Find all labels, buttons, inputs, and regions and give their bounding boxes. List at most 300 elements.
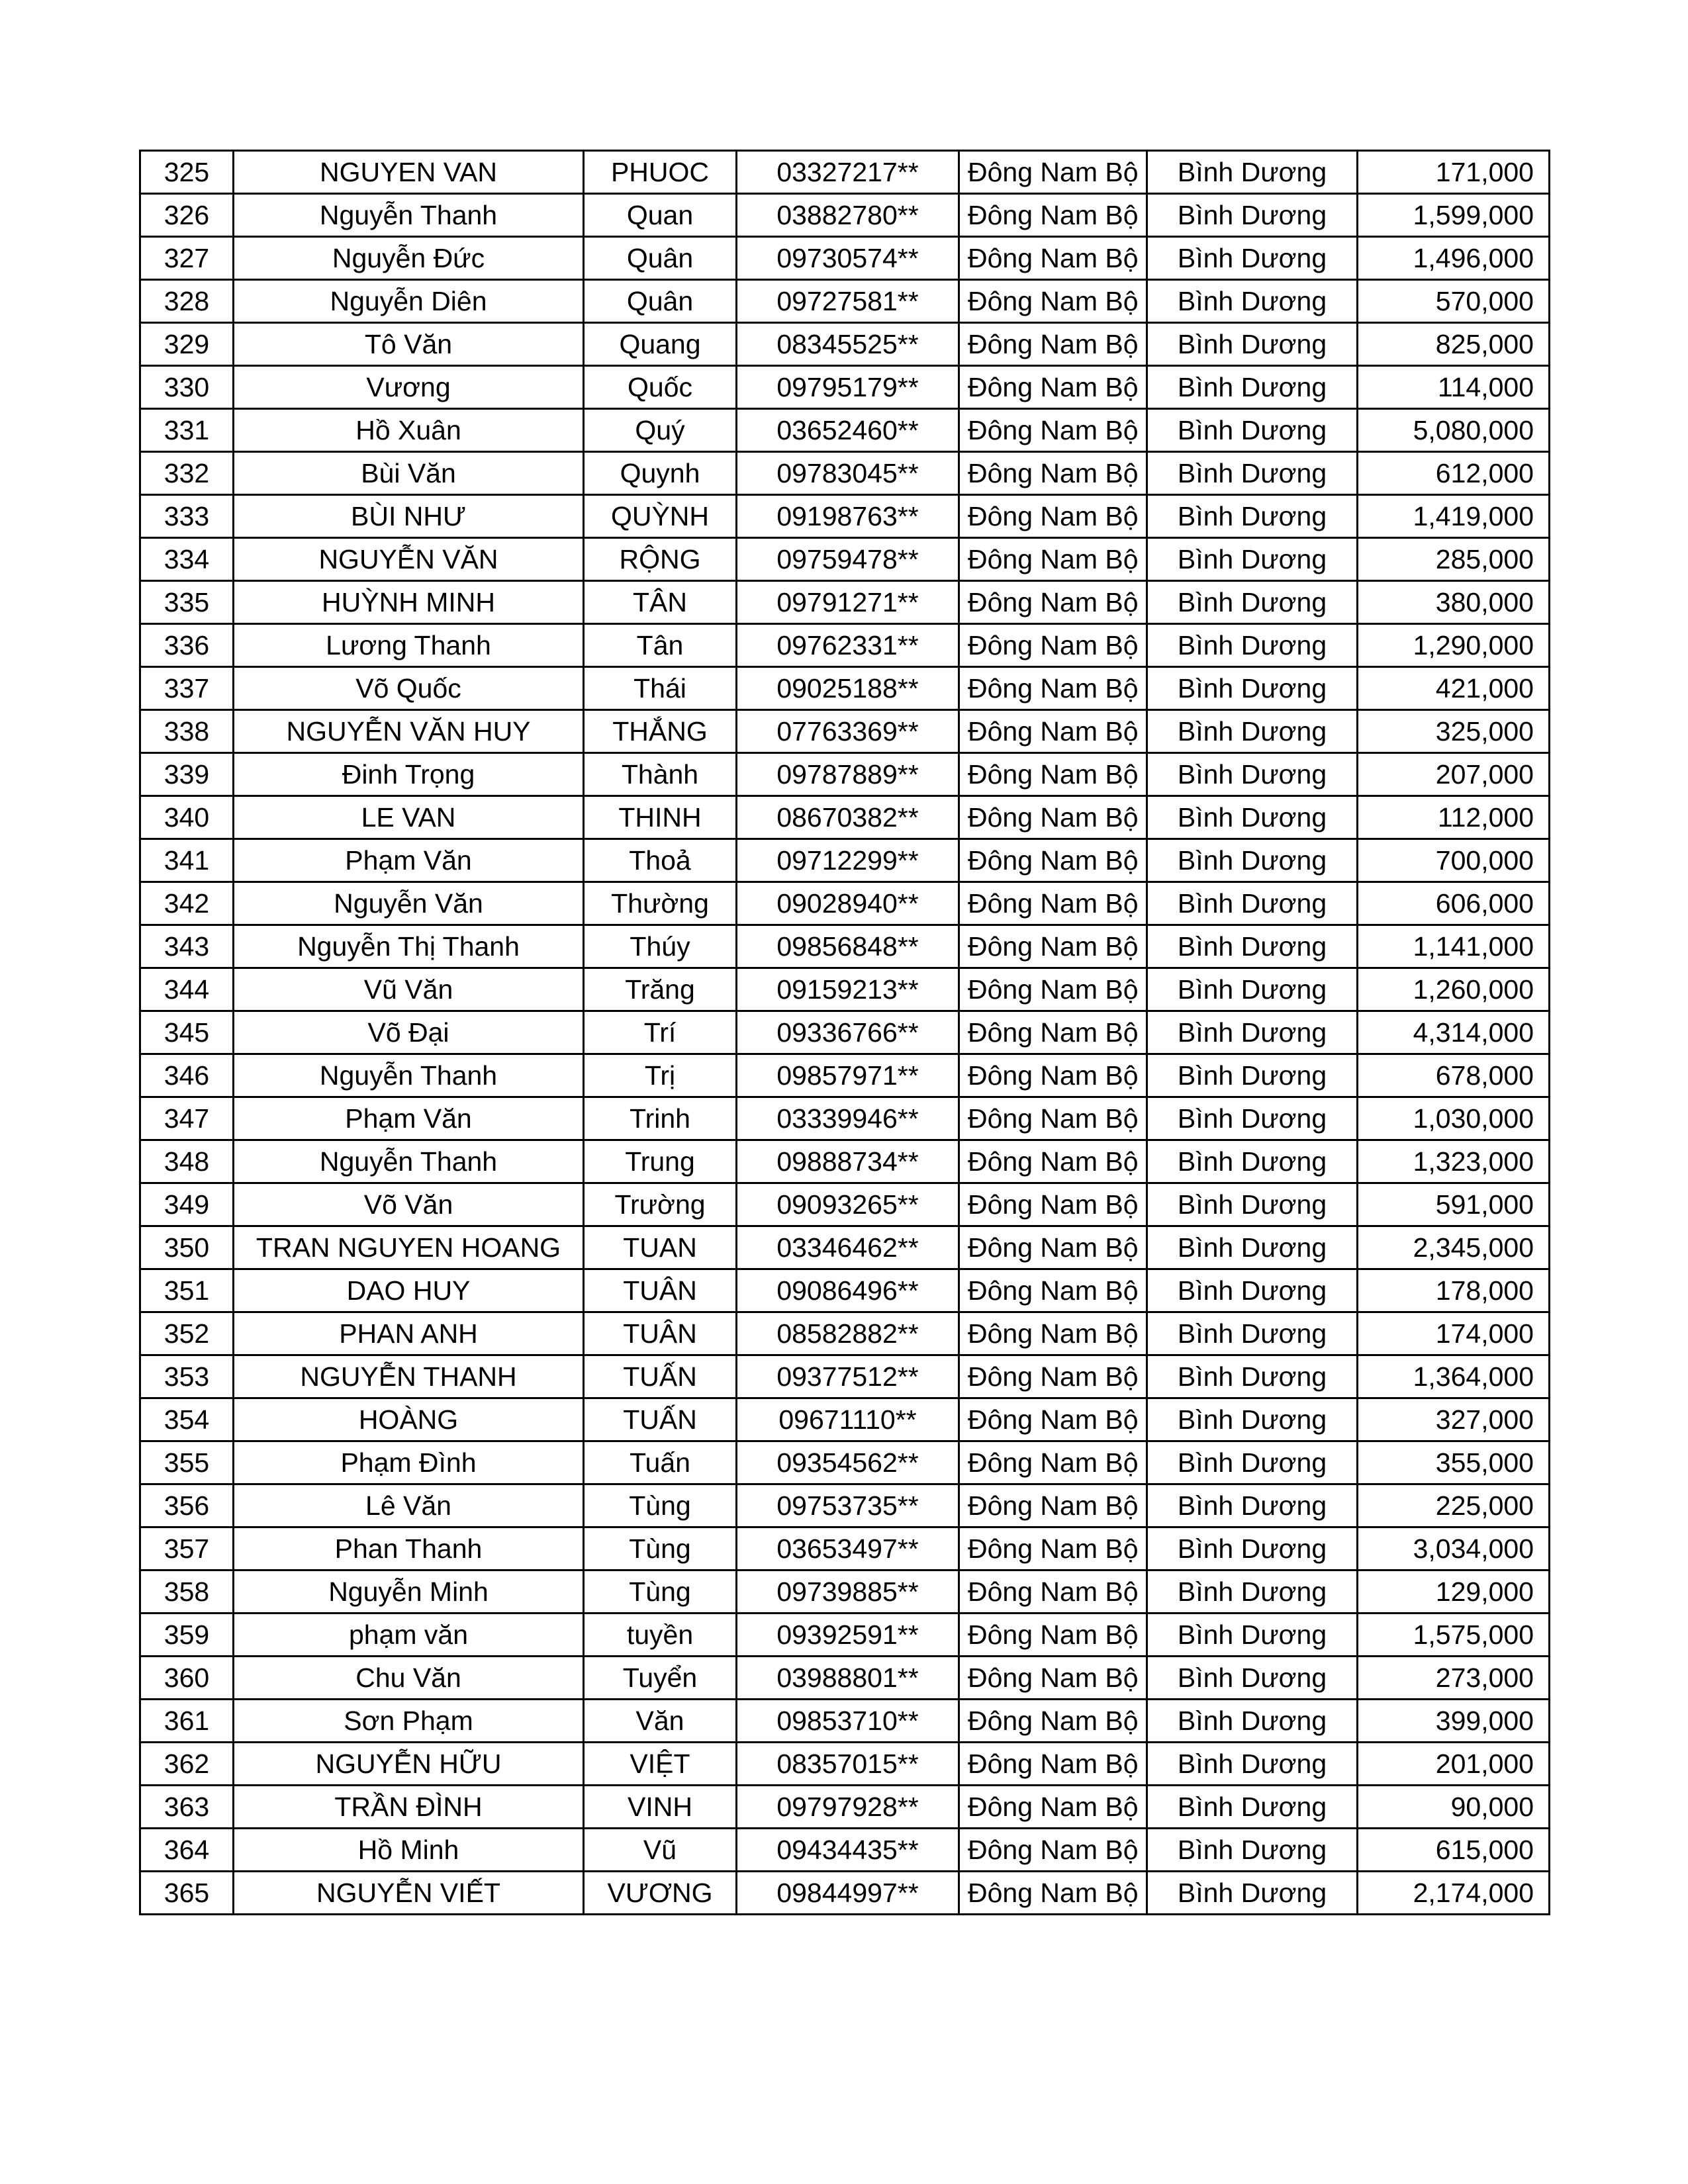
phone-cell: 09025188** [737, 667, 959, 710]
table-row [140, 366, 1550, 409]
region-cell: Đông Nam Bộ [959, 1355, 1147, 1398]
province-cell: Bình Dương [1147, 366, 1358, 409]
region-cell: Đông Nam Bộ [959, 280, 1147, 323]
surname-cell: Phạm Văn [234, 839, 584, 882]
province-cell: Bình Dương [1147, 1657, 1358, 1700]
amount-cell: 678,000 [1358, 1054, 1550, 1097]
phone-cell: 09759478** [737, 538, 959, 581]
row-number-cell: 365 [140, 1872, 234, 1915]
province-cell: Bình Dương [1147, 1183, 1358, 1226]
phone-cell: 09783045** [737, 452, 959, 495]
table-row [140, 409, 1550, 452]
region-cell: Đông Nam Bộ [959, 925, 1147, 968]
phone-cell: 08582882** [737, 1312, 959, 1355]
row-number-cell: 326 [140, 194, 234, 237]
table-row [140, 710, 1550, 753]
region-cell: Đông Nam Bộ [959, 667, 1147, 710]
surname-cell: Bùi Văn [234, 452, 584, 495]
region-cell: Đông Nam Bộ [959, 1312, 1147, 1355]
table-row [140, 151, 1550, 194]
table-row [140, 538, 1550, 581]
row-number-cell: 337 [140, 667, 234, 710]
row-number-cell: 355 [140, 1441, 234, 1484]
row-number-cell: 340 [140, 796, 234, 839]
table-row [140, 1269, 1550, 1312]
table-row [140, 882, 1550, 925]
row-number-cell: 336 [140, 624, 234, 667]
given-name-cell: RỘNG [584, 538, 737, 581]
region-cell: Đông Nam Bộ [959, 581, 1147, 624]
region-cell: Đông Nam Bộ [959, 1269, 1147, 1312]
given-name-cell: Quân [584, 237, 737, 280]
province-cell: Bình Dương [1147, 624, 1358, 667]
province-cell: Bình Dương [1147, 667, 1358, 710]
row-number-cell: 339 [140, 753, 234, 796]
amount-cell: 112,000 [1358, 796, 1550, 839]
row-number-cell: 354 [140, 1398, 234, 1441]
table-row [140, 581, 1550, 624]
phone-cell: 09336766** [737, 1011, 959, 1054]
surname-cell: Nguyễn Thanh [234, 1140, 584, 1183]
row-number-cell: 332 [140, 452, 234, 495]
phone-cell: 09028940** [737, 882, 959, 925]
surname-cell: Phạm Văn [234, 1097, 584, 1140]
surname-cell: HUỲNH MINH [234, 581, 584, 624]
province-cell: Bình Dương [1147, 1786, 1358, 1829]
table-row [140, 1872, 1550, 1915]
amount-cell: 2,174,000 [1358, 1872, 1550, 1915]
table-row [140, 1527, 1550, 1570]
row-number-cell: 346 [140, 1054, 234, 1097]
row-number-cell: 352 [140, 1312, 234, 1355]
given-name-cell: Trường [584, 1183, 737, 1226]
given-name-cell: Tuấn [584, 1441, 737, 1484]
phone-cell: 03327217** [737, 151, 959, 194]
province-cell: Bình Dương [1147, 1140, 1358, 1183]
surname-cell: Hồ Minh [234, 1829, 584, 1872]
table-row [140, 624, 1550, 667]
surname-cell: Đinh Trọng [234, 753, 584, 796]
phone-cell: 09791271** [737, 581, 959, 624]
province-cell: Bình Dương [1147, 1226, 1358, 1269]
phone-cell: 09159213** [737, 968, 959, 1011]
region-cell: Đông Nam Bộ [959, 796, 1147, 839]
given-name-cell: Vũ [584, 1829, 737, 1872]
province-cell: Bình Dương [1147, 1097, 1358, 1140]
table-row [140, 1700, 1550, 1743]
row-number-cell: 349 [140, 1183, 234, 1226]
table-body [140, 151, 1550, 1915]
region-cell: Đông Nam Bộ [959, 452, 1147, 495]
surname-cell: Tô Văn [234, 323, 584, 366]
table-row [140, 1657, 1550, 1700]
amount-cell: 114,000 [1358, 366, 1550, 409]
province-cell: Bình Dương [1147, 151, 1358, 194]
province-cell: Bình Dương [1147, 796, 1358, 839]
region-cell: Đông Nam Bộ [959, 1183, 1147, 1226]
row-number-cell: 351 [140, 1269, 234, 1312]
table-row [140, 495, 1550, 538]
amount-cell: 1,030,000 [1358, 1097, 1550, 1140]
surname-cell: Vũ Văn [234, 968, 584, 1011]
province-cell: Bình Dương [1147, 1743, 1358, 1786]
given-name-cell: TUÂN [584, 1269, 737, 1312]
table-row [140, 1570, 1550, 1614]
given-name-cell: THẮNG [584, 710, 737, 753]
phone-cell: 09377512** [737, 1355, 959, 1398]
region-cell: Đông Nam Bộ [959, 1829, 1147, 1872]
amount-cell: 700,000 [1358, 839, 1550, 882]
phone-cell: 03988801** [737, 1657, 959, 1700]
surname-cell: TRẦN ĐÌNH [234, 1786, 584, 1829]
table-row [140, 1011, 1550, 1054]
region-cell: Đông Nam Bộ [959, 1484, 1147, 1527]
row-number-cell: 331 [140, 409, 234, 452]
surname-cell: NGUYỄN HỮU [234, 1743, 584, 1786]
region-cell: Đông Nam Bộ [959, 1097, 1147, 1140]
province-cell: Bình Dương [1147, 839, 1358, 882]
surname-cell: NGUYỄN VĂN [234, 538, 584, 581]
amount-cell: 825,000 [1358, 323, 1550, 366]
region-cell: Đông Nam Bộ [959, 1140, 1147, 1183]
province-cell: Bình Dương [1147, 1355, 1358, 1398]
row-number-cell: 325 [140, 151, 234, 194]
region-cell: Đông Nam Bộ [959, 753, 1147, 796]
province-cell: Bình Dương [1147, 925, 1358, 968]
province-cell: Bình Dương [1147, 968, 1358, 1011]
given-name-cell: PHUOC [584, 151, 737, 194]
phone-cell: 08345525** [737, 323, 959, 366]
region-cell: Đông Nam Bộ [959, 1743, 1147, 1786]
phone-cell: 09392591** [737, 1614, 959, 1657]
region-cell: Đông Nam Bộ [959, 1011, 1147, 1054]
amount-cell: 327,000 [1358, 1398, 1550, 1441]
region-cell: Đông Nam Bộ [959, 624, 1147, 667]
surname-cell: NGUYỄN VĂN HUY [234, 710, 584, 753]
surname-cell: Nguyễn Thanh [234, 1054, 584, 1097]
region-cell: Đông Nam Bộ [959, 1786, 1147, 1829]
amount-cell: 129,000 [1358, 1570, 1550, 1614]
given-name-cell: Tùng [584, 1527, 737, 1570]
amount-cell: 1,599,000 [1358, 194, 1550, 237]
amount-cell: 380,000 [1358, 581, 1550, 624]
row-number-cell: 358 [140, 1570, 234, 1614]
amount-cell: 171,000 [1358, 151, 1550, 194]
given-name-cell: TUẤN [584, 1398, 737, 1441]
amount-cell: 606,000 [1358, 882, 1550, 925]
amount-cell: 1,323,000 [1358, 1140, 1550, 1183]
province-cell: Bình Dương [1147, 237, 1358, 280]
surname-cell: LE VAN [234, 796, 584, 839]
phone-cell: 03653497** [737, 1527, 959, 1570]
phone-cell: 09787889** [737, 753, 959, 796]
amount-cell: 3,034,000 [1358, 1527, 1550, 1570]
amount-cell: 90,000 [1358, 1786, 1550, 1829]
data-table [139, 150, 1550, 1915]
surname-cell: Phan Thanh [234, 1527, 584, 1570]
table-row [140, 667, 1550, 710]
surname-cell: Nguyễn Minh [234, 1570, 584, 1614]
phone-cell: 09198763** [737, 495, 959, 538]
row-number-cell: 364 [140, 1829, 234, 1872]
given-name-cell: TÂN [584, 581, 737, 624]
region-cell: Đông Nam Bộ [959, 968, 1147, 1011]
table-row [140, 452, 1550, 495]
given-name-cell: tuyền [584, 1614, 737, 1657]
surname-cell: TRAN NGUYEN HOANG [234, 1226, 584, 1269]
table-row [140, 1614, 1550, 1657]
row-number-cell: 329 [140, 323, 234, 366]
phone-cell: 07763369** [737, 710, 959, 753]
given-name-cell: Thường [584, 882, 737, 925]
amount-cell: 421,000 [1358, 667, 1550, 710]
surname-cell: HOÀNG [234, 1398, 584, 1441]
table-row [140, 1743, 1550, 1786]
given-name-cell: VƯƠNG [584, 1872, 737, 1915]
region-cell: Đông Nam Bộ [959, 1700, 1147, 1743]
region-cell: Đông Nam Bộ [959, 1054, 1147, 1097]
surname-cell: DAO HUY [234, 1269, 584, 1312]
province-cell: Bình Dương [1147, 581, 1358, 624]
table-row [140, 1226, 1550, 1269]
given-name-cell: Quốc [584, 366, 737, 409]
row-number-cell: 353 [140, 1355, 234, 1398]
surname-cell: Hồ Xuân [234, 409, 584, 452]
row-number-cell: 363 [140, 1786, 234, 1829]
phone-cell: 03882780** [737, 194, 959, 237]
given-name-cell: VIỆT [584, 1743, 737, 1786]
table-row [140, 237, 1550, 280]
region-cell: Đông Nam Bộ [959, 194, 1147, 237]
surname-cell: PHAN ANH [234, 1312, 584, 1355]
phone-cell: 09888734** [737, 1140, 959, 1183]
province-cell: Bình Dương [1147, 194, 1358, 237]
row-number-cell: 344 [140, 968, 234, 1011]
amount-cell: 5,080,000 [1358, 409, 1550, 452]
surname-cell: Phạm Đình [234, 1441, 584, 1484]
amount-cell: 1,260,000 [1358, 968, 1550, 1011]
region-cell: Đông Nam Bộ [959, 323, 1147, 366]
amount-cell: 1,419,000 [1358, 495, 1550, 538]
amount-cell: 1,290,000 [1358, 624, 1550, 667]
region-cell: Đông Nam Bộ [959, 538, 1147, 581]
amount-cell: 1,364,000 [1358, 1355, 1550, 1398]
phone-cell: 09093265** [737, 1183, 959, 1226]
phone-cell: 09354562** [737, 1441, 959, 1484]
surname-cell: Sơn Phạm [234, 1700, 584, 1743]
surname-cell: Vương [234, 366, 584, 409]
region-cell: Đông Nam Bộ [959, 151, 1147, 194]
province-cell: Bình Dương [1147, 1527, 1358, 1570]
amount-cell: 4,314,000 [1358, 1011, 1550, 1054]
given-name-cell: THINH [584, 796, 737, 839]
given-name-cell: Quân [584, 280, 737, 323]
region-cell: Đông Nam Bộ [959, 409, 1147, 452]
amount-cell: 1,141,000 [1358, 925, 1550, 968]
province-cell: Bình Dương [1147, 1398, 1358, 1441]
province-cell: Bình Dương [1147, 710, 1358, 753]
row-number-cell: 350 [140, 1226, 234, 1269]
phone-cell: 09727581** [737, 280, 959, 323]
amount-cell: 1,575,000 [1358, 1614, 1550, 1657]
amount-cell: 285,000 [1358, 538, 1550, 581]
surname-cell: phạm văn [234, 1614, 584, 1657]
row-number-cell: 333 [140, 495, 234, 538]
given-name-cell: Quang [584, 323, 737, 366]
given-name-cell: Tuyển [584, 1657, 737, 1700]
province-cell: Bình Dương [1147, 280, 1358, 323]
row-number-cell: 341 [140, 839, 234, 882]
amount-cell: 615,000 [1358, 1829, 1550, 1872]
province-cell: Bình Dương [1147, 1312, 1358, 1355]
amount-cell: 612,000 [1358, 452, 1550, 495]
phone-cell: 09762331** [737, 624, 959, 667]
given-name-cell: Quan [584, 194, 737, 237]
region-cell: Đông Nam Bộ [959, 1226, 1147, 1269]
phone-cell: 09753735** [737, 1484, 959, 1527]
amount-cell: 207,000 [1358, 753, 1550, 796]
given-name-cell: Văn [584, 1700, 737, 1743]
province-cell: Bình Dương [1147, 409, 1358, 452]
given-name-cell: Trị [584, 1054, 737, 1097]
row-number-cell: 357 [140, 1527, 234, 1570]
phone-cell: 09844997** [737, 1872, 959, 1915]
phone-cell: 09856848** [737, 925, 959, 968]
province-cell: Bình Dương [1147, 1700, 1358, 1743]
phone-cell: 03346462** [737, 1226, 959, 1269]
given-name-cell: TUAN [584, 1226, 737, 1269]
table-row [140, 1441, 1550, 1484]
amount-cell: 1,496,000 [1358, 237, 1550, 280]
amount-cell: 399,000 [1358, 1700, 1550, 1743]
given-name-cell: Trí [584, 1011, 737, 1054]
amount-cell: 174,000 [1358, 1312, 1550, 1355]
row-number-cell: 328 [140, 280, 234, 323]
region-cell: Đông Nam Bộ [959, 1398, 1147, 1441]
given-name-cell: Thành [584, 753, 737, 796]
table-row [140, 1484, 1550, 1527]
province-cell: Bình Dương [1147, 1872, 1358, 1915]
region-cell: Đông Nam Bộ [959, 1570, 1147, 1614]
province-cell: Bình Dương [1147, 1441, 1358, 1484]
phone-cell: 08670382** [737, 796, 959, 839]
row-number-cell: 356 [140, 1484, 234, 1527]
surname-cell: Nguyễn Thanh [234, 194, 584, 237]
phone-cell: 09086496** [737, 1269, 959, 1312]
amount-cell: 201,000 [1358, 1743, 1550, 1786]
surname-cell: Lê Văn [234, 1484, 584, 1527]
phone-cell: 09671110** [737, 1398, 959, 1441]
given-name-cell: Trăng [584, 968, 737, 1011]
table-row [140, 1183, 1550, 1226]
amount-cell: 273,000 [1358, 1657, 1550, 1700]
region-cell: Đông Nam Bộ [959, 495, 1147, 538]
province-cell: Bình Dương [1147, 1570, 1358, 1614]
table-row [140, 1054, 1550, 1097]
row-number-cell: 362 [140, 1743, 234, 1786]
surname-cell: Nguyễn Thị Thanh [234, 925, 584, 968]
given-name-cell: QUỲNH [584, 495, 737, 538]
phone-cell: 09797928** [737, 1786, 959, 1829]
table-row [140, 1312, 1550, 1355]
amount-cell: 178,000 [1358, 1269, 1550, 1312]
region-cell: Đông Nam Bộ [959, 1614, 1147, 1657]
given-name-cell: Quý [584, 409, 737, 452]
region-cell: Đông Nam Bộ [959, 1657, 1147, 1700]
region-cell: Đông Nam Bộ [959, 1527, 1147, 1570]
phone-cell: 09712299** [737, 839, 959, 882]
surname-cell: Võ Đại [234, 1011, 584, 1054]
table-row [140, 753, 1550, 796]
surname-cell: Võ Văn [234, 1183, 584, 1226]
amount-cell: 355,000 [1358, 1441, 1550, 1484]
phone-cell: 03652460** [737, 409, 959, 452]
region-cell: Đông Nam Bộ [959, 882, 1147, 925]
row-number-cell: 348 [140, 1140, 234, 1183]
phone-cell: 09434435** [737, 1829, 959, 1872]
table-row [140, 925, 1550, 968]
table-row [140, 1829, 1550, 1872]
amount-cell: 570,000 [1358, 280, 1550, 323]
region-cell: Đông Nam Bộ [959, 237, 1147, 280]
row-number-cell: 345 [140, 1011, 234, 1054]
row-number-cell: 342 [140, 882, 234, 925]
surname-cell: Lương Thanh [234, 624, 584, 667]
given-name-cell: Quynh [584, 452, 737, 495]
province-cell: Bình Dương [1147, 323, 1358, 366]
table-row [140, 1786, 1550, 1829]
province-cell: Bình Dương [1147, 495, 1358, 538]
row-number-cell: 330 [140, 366, 234, 409]
surname-cell: BÙI NHƯ [234, 495, 584, 538]
surname-cell: Chu Văn [234, 1657, 584, 1700]
amount-cell: 2,345,000 [1358, 1226, 1550, 1269]
table-row [140, 194, 1550, 237]
row-number-cell: 361 [140, 1700, 234, 1743]
table-row [140, 1355, 1550, 1398]
region-cell: Đông Nam Bộ [959, 1441, 1147, 1484]
province-cell: Bình Dương [1147, 538, 1358, 581]
phone-cell: 08357015** [737, 1743, 959, 1786]
province-cell: Bình Dương [1147, 1011, 1358, 1054]
amount-cell: 225,000 [1358, 1484, 1550, 1527]
given-name-cell: Trung [584, 1140, 737, 1183]
surname-cell: Nguyễn Diên [234, 280, 584, 323]
given-name-cell: Thúy [584, 925, 737, 968]
row-number-cell: 343 [140, 925, 234, 968]
table-row [140, 796, 1550, 839]
given-name-cell: Trinh [584, 1097, 737, 1140]
province-cell: Bình Dương [1147, 1054, 1358, 1097]
table-row [140, 968, 1550, 1011]
row-number-cell: 338 [140, 710, 234, 753]
province-cell: Bình Dương [1147, 882, 1358, 925]
surname-cell: NGUYỄN VIẾT [234, 1872, 584, 1915]
region-cell: Đông Nam Bộ [959, 710, 1147, 753]
region-cell: Đông Nam Bộ [959, 366, 1147, 409]
phone-cell: 03339946** [737, 1097, 959, 1140]
given-name-cell: TUÂN [584, 1312, 737, 1355]
province-cell: Bình Dương [1147, 1484, 1358, 1527]
surname-cell: NGUYỄN THANH [234, 1355, 584, 1398]
given-name-cell: Thoả [584, 839, 737, 882]
table-row [140, 1398, 1550, 1441]
given-name-cell: TUẤN [584, 1355, 737, 1398]
row-number-cell: 334 [140, 538, 234, 581]
region-cell: Đông Nam Bộ [959, 1872, 1147, 1915]
phone-cell: 09795179** [737, 366, 959, 409]
province-cell: Bình Dương [1147, 1614, 1358, 1657]
